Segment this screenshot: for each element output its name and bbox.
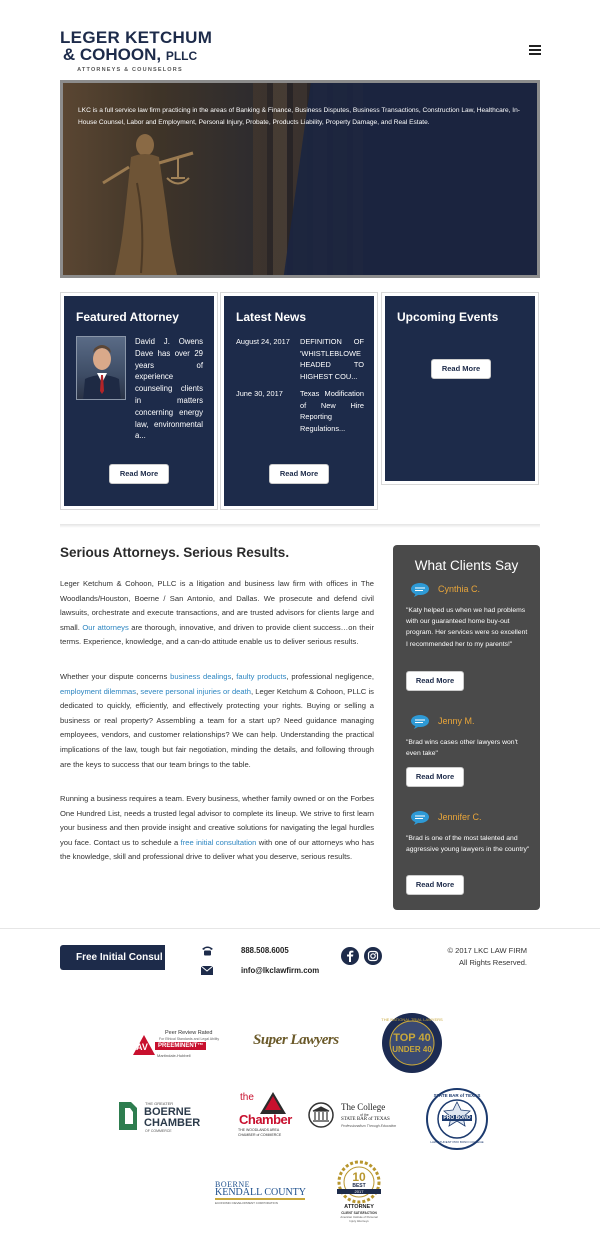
college-state-bar-badge[interactable]: The College of the STATE BAR of TEXAS Professionalism Through Education: [308, 1100, 400, 1130]
upcoming-events-title: Upcoming Events: [397, 310, 499, 324]
hero-banner: [60, 80, 540, 278]
client-quote: "Brad is one of the most talented and aggressive young lawyers in the country": [406, 835, 530, 854]
news-date: August 24, 2017: [236, 337, 290, 346]
personal-injury-link[interactable]: severe personal injuries or death: [140, 686, 251, 696]
national-trial-lawyers-badge[interactable]: THE NATIONAL TRIAL LAWYERS TOP 40 UNDER 40: [381, 1012, 443, 1074]
boerne-chamber-badge[interactable]: THE GREATER BOERNE CHAMBER OF COMMERCE: [117, 1100, 202, 1134]
free-consultation-button[interactable]: Free Initial Consul: [60, 945, 165, 970]
speech-bubble-icon: [411, 811, 429, 825]
featured-attorney-card: [60, 292, 218, 510]
copyright-notice: © 2017 LKC LAW FIRM All Rights Reserved.: [447, 946, 527, 967]
client-name: Jenny M.: [438, 716, 475, 726]
envelope-icon: [201, 966, 213, 975]
logo-line-2: & COHOON, PLLC: [62, 45, 198, 64]
footer-divider: [0, 928, 600, 929]
phone-number[interactable]: 888.508.6005: [241, 946, 289, 955]
upcoming-events-read-more-button[interactable]: Read More: [431, 359, 491, 379]
speech-bubble-icon: [411, 583, 429, 597]
testimonial-read-more-button[interactable]: Read More: [406, 875, 464, 895]
upcoming-events-card: [381, 292, 539, 485]
site-header: [0, 0, 600, 78]
logo-tagline: ATTORNEYS & COUNSELORS: [77, 67, 183, 73]
latest-news-read-more-button[interactable]: Read More: [269, 464, 329, 484]
latest-news-card: [220, 292, 378, 510]
featured-attorney-title: Featured Attorney: [76, 310, 179, 324]
team-paragraph: Running a business requires a team. Every business, whether family owned or on the Forbes One Hundred List, needs a trusted legal advisor to complete its lineup. We strive to first learn your business and then provide insight and creative solutions for navigating the legal hurdles you face. Contact us to schedule a free initial consultation with one of our attorneys who has the knowledge, skill and professional drive to deliver what you deserve, serious results.: [60, 794, 374, 862]
testimonial-read-more-button[interactable]: Read More: [406, 767, 464, 787]
free-consultation-link[interactable]: free initial consultation: [180, 837, 257, 847]
instagram-icon[interactable]: [364, 947, 382, 965]
featured-attorney-read-more-button[interactable]: Read More: [109, 464, 169, 484]
super-lawyers-badge[interactable]: Super Lawyers: [253, 1032, 339, 1048]
employment-dilemmas-link[interactable]: employment dilemmas: [60, 686, 137, 696]
10-best-attorney-badge[interactable]: 10 BEST 2017 ATTORNEY CLIENT SATISFACTION American Institute of Personal Injury Attorneys: [337, 1160, 381, 1226]
hamburger-menu-icon[interactable]: [529, 45, 541, 55]
pro-bono-college-badge[interactable]: STATE BAR of TEXAS PRO BONO LAW STUDENT PRO BONO COLLEGE: [426, 1088, 488, 1150]
testimonials-panel: [393, 545, 540, 910]
client-quote: "Brad wins cases other lawyers won't even take": [406, 739, 518, 758]
news-headline[interactable]: Texas Modification of New Hire Reporting Regulations...: [300, 389, 364, 434]
faulty-products-link[interactable]: faulty products: [236, 672, 287, 681]
lady-justice-statue-image: [93, 123, 203, 278]
speech-bubble-icon: [411, 715, 429, 729]
services-paragraph: Whether your dispute concerns business dealings, faulty products, professional negligence, employment dilemmas, severe personal injuries or death, Leger Ketchum & Cohoon, PLLC is dedicated to quickly, efficiently, and effectively protecting your rights. Buying or selling a business or real property? Assembling a team for a start up? Need guidance managing employees, vendors, and customer relationships? We can help. Understanding the practical implications of the law, tough but fair negotiation, minding the details, and following through are the keys to success that our team brings to the table.: [60, 672, 374, 769]
news-date: June 30, 2017: [236, 389, 283, 398]
av-preeminent-badge[interactable]: Peer Review Rated For Ethical Standards and Legal Ability AV PREEMINENT™ Martindale-Hubbell: [133, 1030, 213, 1060]
client-name: Cynthia C.: [438, 584, 481, 594]
section-divider: [60, 524, 540, 528]
latest-news-title: Latest News: [236, 310, 307, 324]
attorney-photo[interactable]: [76, 336, 126, 400]
woodlands-chamber-badge[interactable]: the Chamber THE WOODLANDS AREA CHAMBER of COMMERCE: [238, 1092, 292, 1137]
logo-line-1: LEGER KETCHUM: [60, 28, 213, 47]
business-dealings-link[interactable]: business dealings: [170, 672, 232, 681]
attorney-bio: David J. Owens Dave has over 29 years of experience counseling clients in matters concerning energy law, environmental a...: [135, 337, 203, 441]
our-attorneys-link[interactable]: Our attorneys: [82, 622, 129, 632]
client-quote: "Katy helped us when we had problems with our guaranteed home buy-out program. Her services were so excellent I recommended her to my parents!": [406, 607, 528, 648]
testimonial-read-more-button[interactable]: Read More: [406, 671, 464, 691]
boerne-kendall-county-badge[interactable]: BOERNE KENDALL COUNTY ECONOMIC DEVELOPMENT CORPORATION: [215, 1180, 307, 1205]
client-name: Jennifer C.: [438, 812, 482, 822]
phone-icon: [201, 945, 214, 956]
testimonials-title: What Clients Say: [414, 558, 519, 573]
page-title: Serious Attorneys. Serious Results.: [60, 545, 290, 560]
facebook-icon[interactable]: [341, 947, 359, 965]
email-address[interactable]: info@lkclawfirm.com: [241, 966, 320, 975]
firm-logo[interactable]: [60, 28, 213, 73]
intro-paragraph: Leger Ketchum & Cohoon, PLLC is a litigation and business law firm with offices in The Woodlands/Houston, Boerne / San Antonio, and Dallas. We prosecute and defend civil lawsuits, orchestrate and execute transactions, and are trusted advisors for clients large and small. Our attorneys are thorough, innovative, and driven to provide client success…on their terms. Experience, knowledge, and a can-do attitude enable us to deliver serious results.: [60, 579, 374, 647]
news-headline[interactable]: DEFINITION OF 'WHISTLEBLOWE HEADED TO HIGHEST COU...: [300, 337, 364, 382]
hero-practice-areas: LKC is a full service law firm practicing in the areas of Banking & Finance, Business Disputes, Business Transactions, Construction Law, Healthcare, In-House Counsel, Labor and Employment, Personal Injury, Probate, Products Liability, Property Damage, and Real Estate.: [78, 107, 520, 126]
